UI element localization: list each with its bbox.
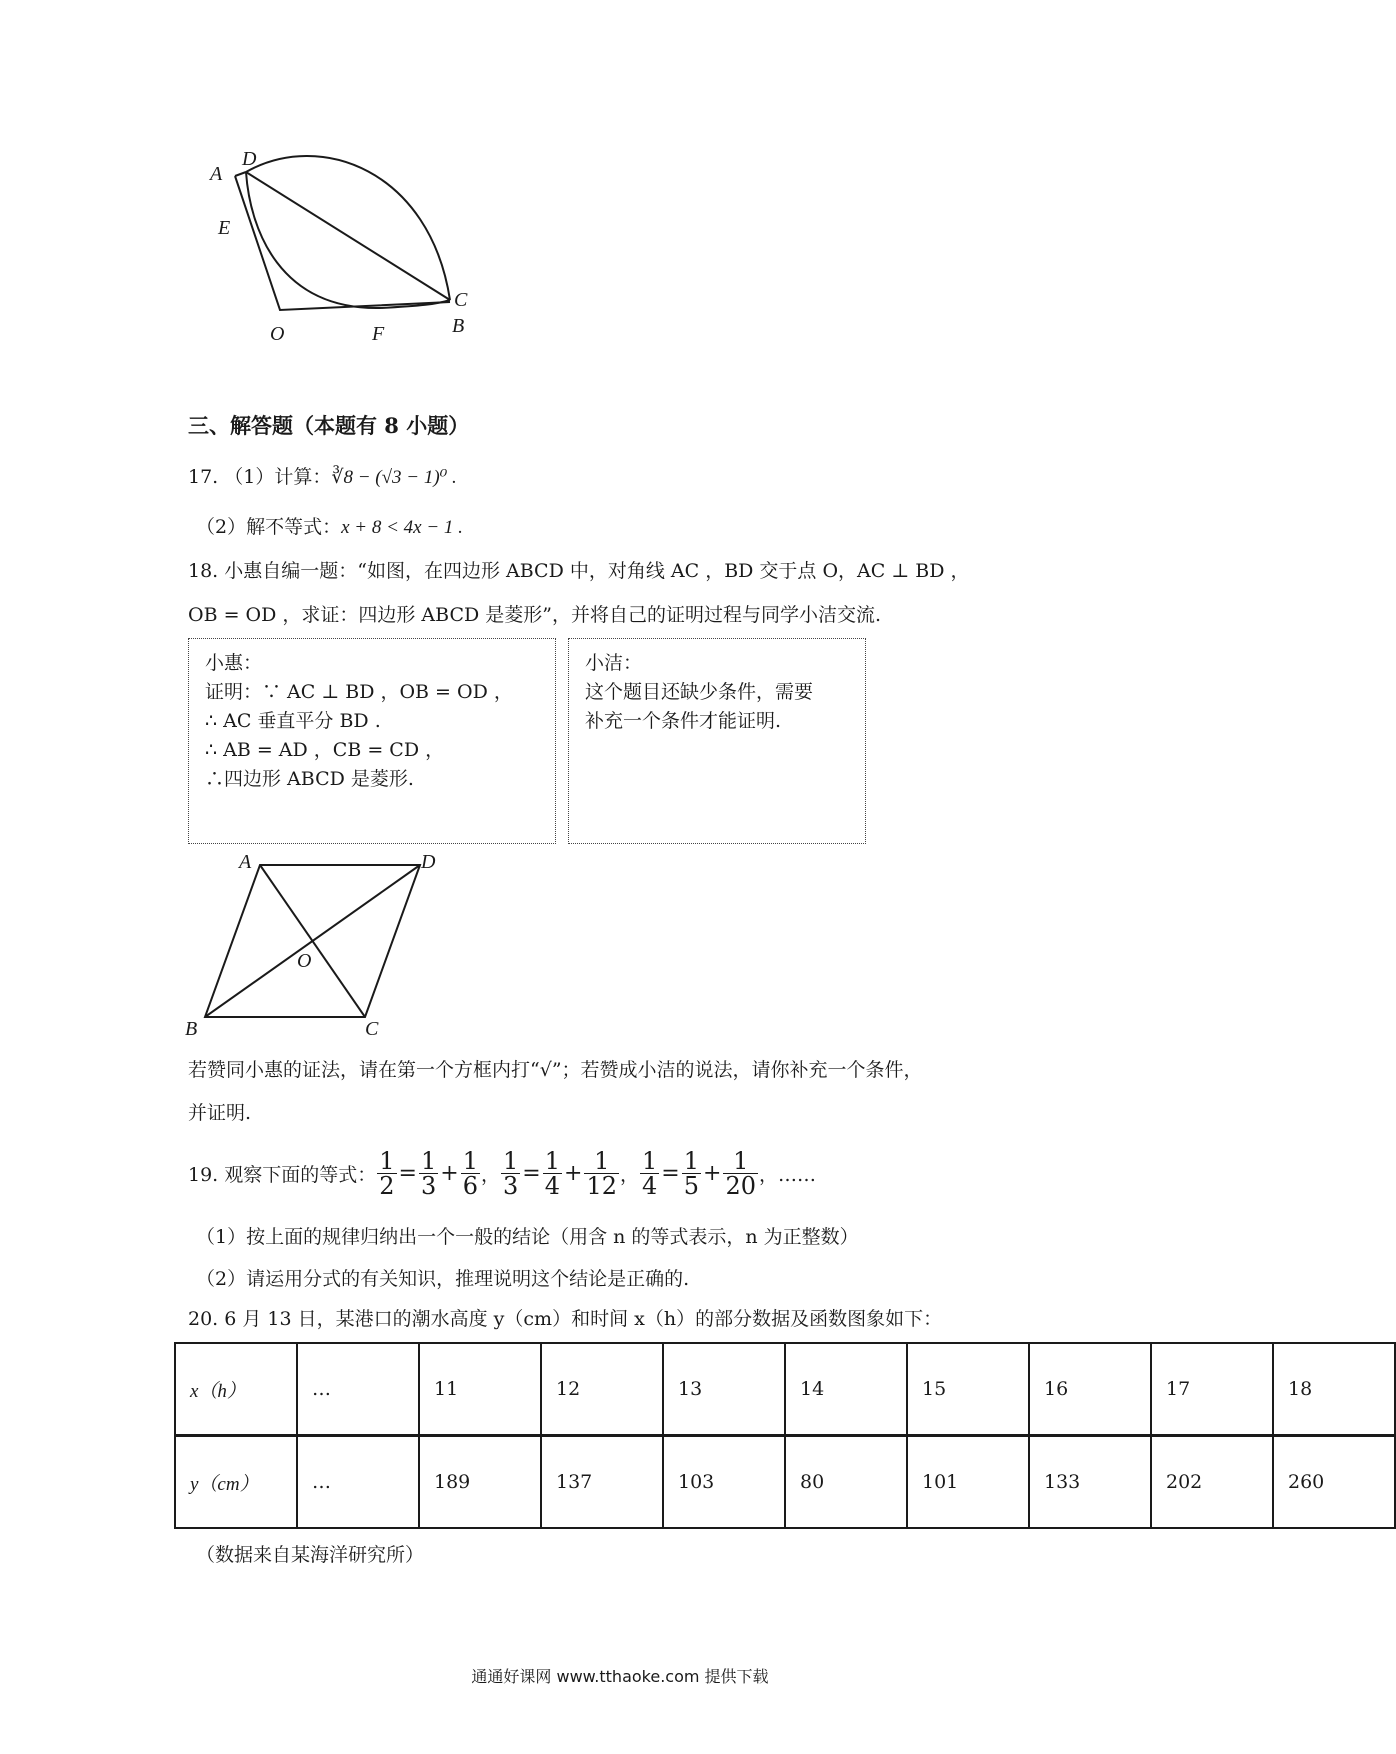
quadrilateral-figure bbox=[185, 851, 445, 1040]
label-o: O bbox=[297, 950, 312, 972]
answer-box-xiaohui[interactable] bbox=[188, 638, 556, 844]
table-cell: 14 bbox=[785, 1343, 907, 1436]
box-right-row: 这个题目还缺少条件，需要 bbox=[585, 681, 814, 703]
q20-intro: 20. 6 月 13 日，某港口的潮水高度 y（cm）和时间 x（h）的部分数据及函数图象如下： bbox=[188, 1308, 943, 1330]
q17-part1-expr: ∛8 − (√3 − 1)⁰ . bbox=[331, 467, 457, 488]
fraction: $\frac{1}{3}$ bbox=[420, 1146, 437, 1200]
q19-part1: （1）按上面的规律归纳出一个一般的结论（用含 n 的等式表示，n 为正整数） bbox=[196, 1226, 859, 1248]
label-d: D bbox=[242, 148, 257, 170]
table-cell: 11 bbox=[419, 1343, 541, 1436]
tide-table bbox=[174, 1342, 1396, 1529]
fraction: $\frac{1}{4}$ bbox=[544, 1146, 560, 1200]
sector-figure bbox=[180, 150, 540, 380]
label-c: C bbox=[454, 289, 468, 311]
diagonal-dc bbox=[246, 172, 450, 300]
label-b: B bbox=[185, 1018, 198, 1040]
arc-upper bbox=[246, 156, 450, 300]
fraction: $\frac{1}{6}$ bbox=[462, 1146, 478, 1200]
fraction: $\frac{1}{5}$ bbox=[683, 1146, 699, 1200]
row-label-x: x（h） bbox=[175, 1343, 297, 1436]
table-cell: 189 bbox=[419, 1436, 541, 1529]
fraction: $\frac{1}{20}$ bbox=[725, 1146, 756, 1200]
separator: ， bbox=[480, 1163, 500, 1186]
box-left-row: 小惠： bbox=[205, 652, 263, 674]
answer-box-xiaojie[interactable] bbox=[568, 638, 866, 844]
q18-line2: OB = OD ，求证：四边形 ABCD 是菱形”，并将自己的证明过程与同学小洁交流. bbox=[188, 604, 882, 626]
table-cell: 17 bbox=[1151, 1343, 1273, 1436]
label-d: D bbox=[421, 851, 436, 873]
label-c: C bbox=[365, 1018, 379, 1040]
q17-part1-prefix: 17. （1）计算： bbox=[188, 466, 332, 488]
q19-equations: 19. 观察下面的等式： $\frac{1}{2}$ = $\frac{1}{3}$ + $\frac{1}{6}$ ， $\frac{1}{3}$ = $\frac{1}{4}$ + $\frac{1}{12}$ ， $\frac{1}{4}$ = $\frac{1}{5}$ + $\frac{1}{20}$ ，…… bbox=[188, 1146, 816, 1200]
table-cell: 137 bbox=[541, 1436, 663, 1529]
fraction: $\frac{1}{2}$ bbox=[379, 1146, 395, 1200]
label-e: E bbox=[218, 217, 231, 239]
table-cell: 16 bbox=[1029, 1343, 1151, 1436]
label-o: O bbox=[270, 323, 285, 345]
segment-ad bbox=[235, 172, 246, 176]
q17-part2-prefix: （2）解不等式： bbox=[196, 516, 342, 538]
diagonal-bd bbox=[205, 865, 420, 1017]
box-left-row: ∴四边形 ABCD 是菱形. bbox=[205, 768, 414, 790]
page-footer: 通通好课网 www.tthaoke.com 提供下载 bbox=[471, 1667, 769, 1686]
sector-outline bbox=[235, 176, 450, 310]
table-cell: 101 bbox=[907, 1436, 1029, 1529]
q18-line1: 18. 小惠自编一题：“如图，在四边形 ABCD 中，对角线 AC ，BD 交于点 O，AC ⊥ BD ， bbox=[188, 560, 970, 582]
table-row bbox=[175, 1436, 1395, 1529]
q19-part2: （2）请运用分式的有关知识，推理说明这个结论是正确的. bbox=[196, 1268, 690, 1290]
table-cell: 80 bbox=[785, 1436, 907, 1529]
box-left-row: ∴ AB = AD ，CB = CD ， bbox=[205, 739, 445, 761]
table-cell: 18 bbox=[1273, 1343, 1395, 1436]
q19-prefix: 19. 观察下面的等式： bbox=[188, 1163, 377, 1186]
separator: ， bbox=[619, 1163, 639, 1186]
q17-part2 bbox=[196, 512, 463, 539]
box-right-row: 小洁： bbox=[585, 652, 643, 674]
fraction: $\frac{1}{3}$ bbox=[503, 1146, 519, 1200]
box-right-row: 补充一个条件才能证明. bbox=[585, 710, 782, 732]
table-cell: 202 bbox=[1151, 1436, 1273, 1529]
label-f: F bbox=[372, 323, 385, 345]
q18-tail1: 若赞同小惠的证法，请在第一个方框内打“√”；若赞成小洁的说法，请你补充一个条件， bbox=[188, 1059, 923, 1081]
box-left-row: ∴ AC 垂直平分 BD . bbox=[205, 710, 381, 732]
q17-part1 bbox=[188, 462, 457, 489]
arc-lower bbox=[246, 172, 450, 308]
label-a: A bbox=[210, 163, 223, 185]
table-cell: … bbox=[297, 1436, 419, 1529]
data-source-note: （数据来自某海洋研究所） bbox=[196, 1544, 425, 1566]
section-title: 三、解答题（本题有 8 小题） bbox=[188, 413, 470, 438]
table-cell: 103 bbox=[663, 1436, 785, 1529]
table-cell: 133 bbox=[1029, 1436, 1151, 1529]
q18-tail2: 并证明. bbox=[188, 1102, 252, 1124]
row-label-y: y（cm） bbox=[175, 1436, 297, 1529]
box-left-row: 证明：∵ AC ⊥ BD ，OB = OD ， bbox=[205, 681, 513, 703]
q17-part2-expr: x + 8 < 4x − 1 . bbox=[341, 517, 463, 538]
ellipsis: ，…… bbox=[758, 1163, 816, 1186]
table-cell: 12 bbox=[541, 1343, 663, 1436]
fraction: $\frac{1}{12}$ bbox=[586, 1146, 617, 1200]
fraction: $\frac{1}{4}$ bbox=[642, 1146, 658, 1200]
label-a: A bbox=[239, 851, 252, 873]
table-cell: 260 bbox=[1273, 1436, 1395, 1529]
table-row bbox=[175, 1343, 1395, 1436]
table-cell: … bbox=[297, 1343, 419, 1436]
table-cell: 13 bbox=[663, 1343, 785, 1436]
table-cell: 15 bbox=[907, 1343, 1029, 1436]
label-b: B bbox=[452, 315, 465, 337]
